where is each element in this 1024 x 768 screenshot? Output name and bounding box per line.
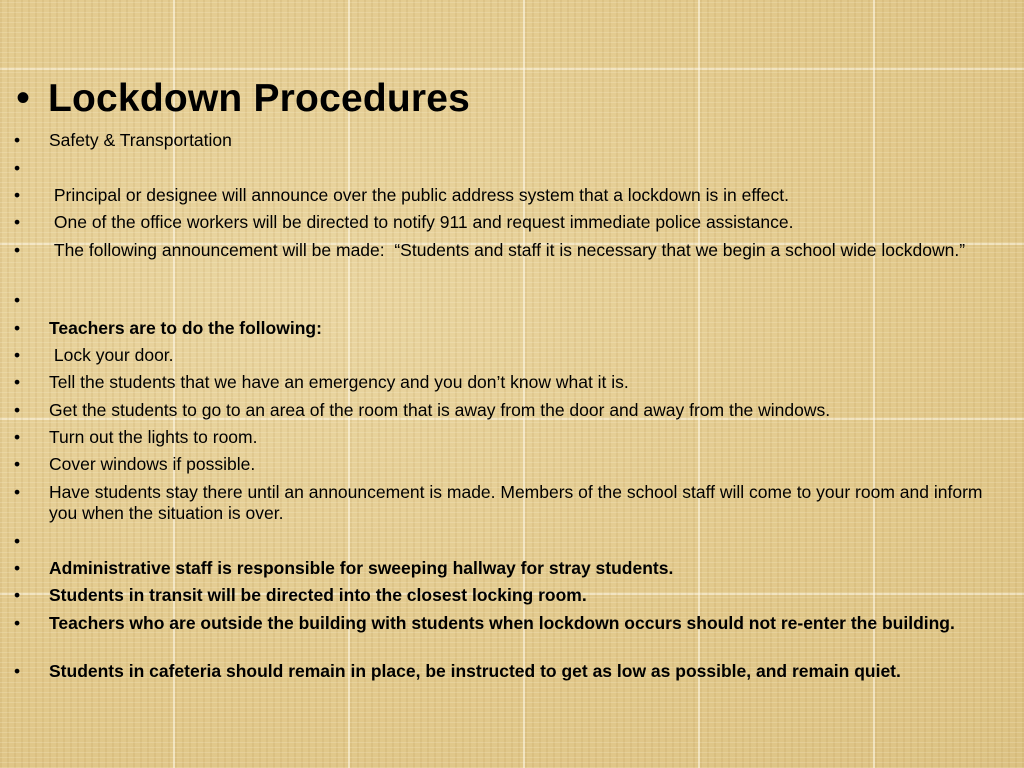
list-item-text: Lock your door. (49, 345, 174, 365)
list-item (0, 558, 1024, 579)
list-bullet: • (14, 558, 21, 578)
list-item-text: Cover windows if possible. (49, 454, 256, 474)
list-item-text: Safety & Transportation (49, 130, 232, 150)
list-item-text (49, 290, 1011, 311)
list-bullet: • (14, 290, 21, 310)
list-bullet: • (14, 158, 21, 178)
list-item-text: Have students stay there until an announcement is made. Members of the school staff will come to your room and inform you when the situation is over. (49, 482, 988, 523)
list-item (0, 130, 1024, 151)
list-item-text: The following announcement will be made: “Students and staff it is necessary that we begin a school wide lockdown.” (49, 240, 966, 260)
list-item (0, 482, 1024, 524)
list-bullet: • (14, 372, 21, 392)
list-bullet: • (14, 531, 21, 551)
list-item-text: Teachers who are outside the building with students when lockdown occurs should not re-enter the building. (49, 613, 955, 633)
list-item (0, 318, 1024, 339)
list-item-text: Get the students to go to an area of the room that is away from the door and away from the windows. (49, 400, 831, 420)
list-item-text: Tell the students that we have an emergency and you don’t know what it is. (49, 372, 629, 392)
list-item (0, 158, 1024, 179)
list-item-text: Administrative staff is responsible for sweeping hallway for stray students. (49, 558, 674, 578)
list-bullet: • (14, 661, 21, 681)
list-bullet: • (14, 240, 21, 260)
list-bullet: • (14, 345, 21, 365)
list-item (0, 661, 1024, 682)
list-bullet: • (14, 427, 21, 447)
list-bullet: • (14, 185, 21, 205)
list-item-text: Principal or designee will announce over the public address system that a lockdown is in effect. (49, 185, 789, 205)
page-title: Lockdown Procedures (48, 77, 471, 120)
list-item-text: One of the office workers will be directed to notify 911 and request immediate police assistance. (49, 212, 794, 232)
list-item (0, 345, 1024, 366)
list-item-text: Turn out the lights to room. (49, 427, 258, 447)
list-item (0, 185, 1024, 206)
title-bullet: • (16, 76, 31, 120)
list-item (0, 613, 1024, 634)
list-bullet: • (14, 613, 21, 633)
list-bullet: • (14, 212, 21, 232)
list-bullet: • (14, 585, 21, 605)
list-item-text: Teachers are to do the following: (49, 318, 322, 338)
list-bullet: • (14, 400, 21, 420)
list-item-text (49, 531, 1011, 552)
list-item-text: Students in cafeteria should remain in place, be instructed to get as low as possible, and remain quiet. (49, 661, 901, 681)
list-item (0, 531, 1024, 552)
list-item-text: Students in transit will be directed into the closest locking room. (49, 585, 587, 605)
list-bullet: • (14, 130, 21, 150)
list-item (0, 290, 1024, 311)
list-item (0, 372, 1024, 393)
list-item-text (49, 158, 1011, 179)
list-item (0, 585, 1024, 606)
list-item (0, 427, 1024, 448)
list-bullet: • (14, 482, 21, 502)
list-bullet: • (14, 454, 21, 474)
list-item (0, 454, 1024, 475)
list-item (0, 240, 1024, 261)
list-bullet: • (14, 318, 21, 338)
list-item (0, 400, 1024, 421)
title-row (16, 76, 470, 121)
list-item (0, 212, 1024, 233)
